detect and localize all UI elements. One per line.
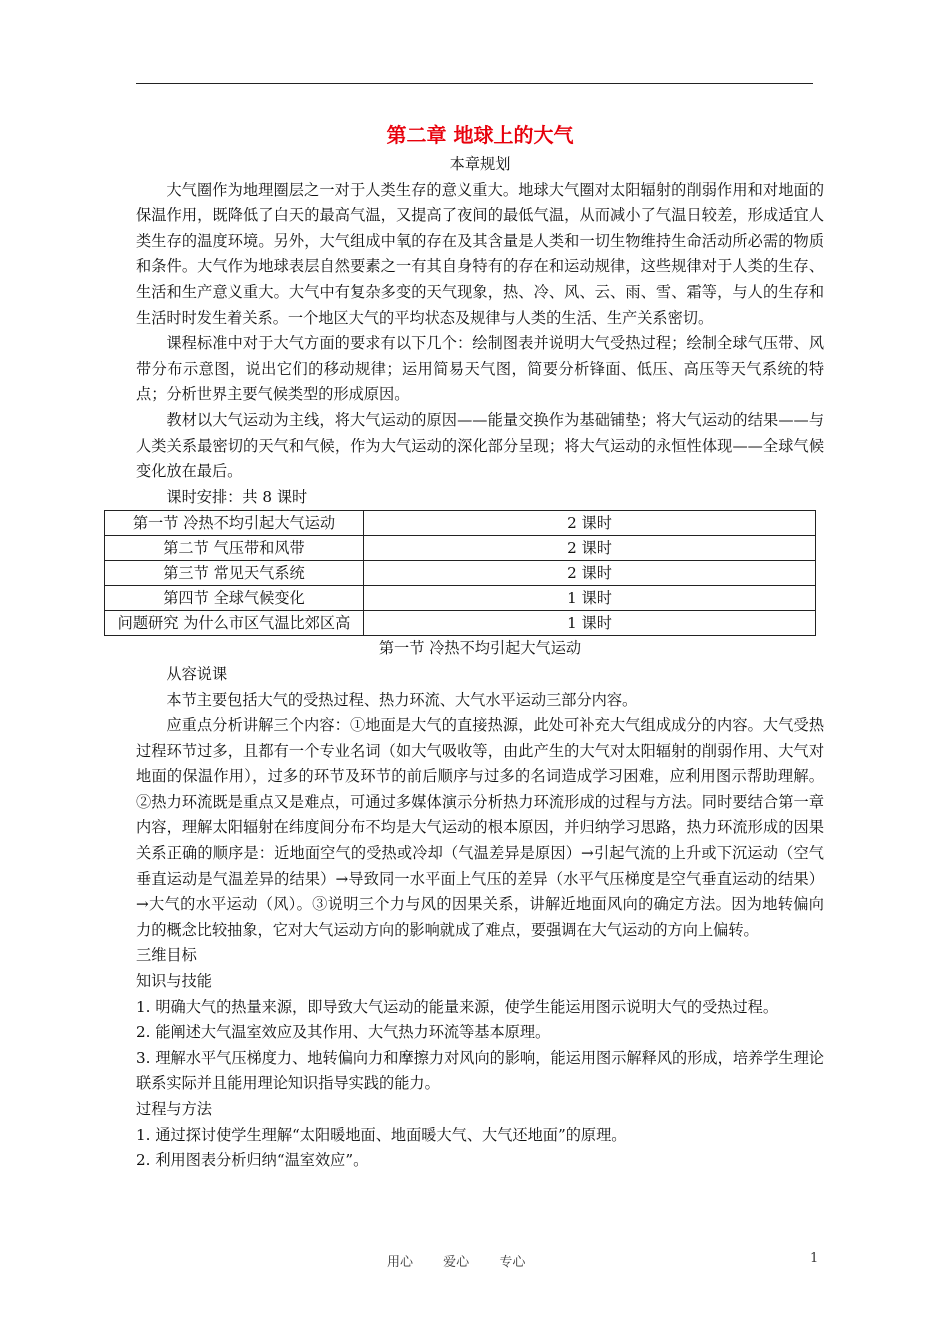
- process-heading: 过程与方法: [136, 1100, 212, 1118]
- objectives-heading: 三维目标: [136, 946, 197, 965]
- page-content: [117, 118, 824, 1174]
- schedule-section-cell: 第二节 气压带和风带: [105, 536, 364, 561]
- footer-motto-word: 爱心: [443, 1255, 470, 1270]
- schedule-hours-cell: 2 课时: [364, 536, 816, 561]
- footer-motto-word: 用心: [387, 1255, 414, 1270]
- schedule-hours-cell: 1 课时: [364, 611, 816, 636]
- section-title: 第一节 冷热不均引起大气运动: [378, 639, 582, 658]
- schedule-table: [104, 510, 816, 636]
- schedule-section-cell: 问题研究 为什么市区气温比郊区高: [105, 611, 364, 636]
- table-row: [105, 511, 816, 536]
- table-row: [105, 561, 816, 586]
- chapter-plan-heading: 本章规划: [449, 155, 511, 173]
- knowledge-item: 1. 明确大气的热量来源，即导致大气运动的能量来源，使学生能运用图示说明大气的受热过程。: [136, 997, 779, 1016]
- lesson-paragraph: 本节主要包括大气的受热过程、热力环流、大气水平运动三部分内容。: [166, 690, 638, 709]
- header-rule: [136, 83, 813, 84]
- knowledge-heading: 知识与技能: [136, 972, 212, 991]
- knowledge-item: 2. 能阐述大气温室效应及其作用、大气热力环流等基本原理。: [136, 1023, 551, 1042]
- footer-motto-word: 专心: [499, 1255, 526, 1270]
- table-row: [105, 536, 816, 561]
- intro-paragraph: 教材以大气运动为主线，将大气运动的原因——能量交换作为基础铺垫；将大气运动的结果——与人类关系最密切的天气和气候，作为大气运动的深化部分呈现；将大气运动的永恒性体现——全球气候变化放在最后。: [136, 410, 824, 481]
- schedule-section-cell: 第一节 冷热不均引起大气运动: [105, 511, 364, 536]
- table-row: [105, 611, 816, 636]
- chapter-title: 第二章 地球上的大气: [386, 123, 574, 147]
- schedule-hours-cell: 2 课时: [364, 511, 816, 536]
- process-item: 2. 利用图表分析归纳“温室效应”。: [136, 1151, 369, 1170]
- page-number: 1: [810, 1251, 819, 1266]
- schedule-hours-cell: 1 课时: [364, 586, 816, 611]
- schedule-label: 课时安排：共 8 课时: [166, 487, 308, 506]
- intro-paragraph: 大气圈作为地理圈层之一对于人类生存的意义重大。地球大气圈对太阳辐射的削弱作用和对地面的保温作用，既降低了白天的最高气温，又提高了夜间的最低气温，从而减小了气温日较差，形成适宜人类生存的温度环境。另外，大气组成中氧的存在及其含量是人类和一切生物维持生命活动所必需的物质和条件。大气作为地球表层自然要素之一有其自身特有的存在和运动规律，这些规律对于人类的生存、生活和生产意义重大。大气中有复杂多变的天气现象，热、冷、风、云、雨、雪、霜等，与人的生存和生活时时发生着关系。一个地区大气的平均状态及规律与人类的生活、生产关系密切。: [136, 180, 824, 327]
- lesson-heading: 从容说课: [166, 664, 228, 683]
- intro-paragraph: 课程标准中对于大气方面的要求有以下几个：绘制图表并说明大气受热过程；绘制全球气压带、风带分布示意图，说出它们的移动规律；运用简易天气图，简要分析锋面、低压、高压等天气系统的特点；分析世界主要气候类型的形成原因。: [136, 334, 824, 404]
- schedule-hours-cell: 2 课时: [364, 561, 816, 586]
- footer-motto: [387, 1251, 551, 1270]
- knowledge-item: 3. 理解水平气压梯度力、地转偏向力和摩擦力对风向的影响，能运用图示解释风的形成，培养学生理论联系实际并且能用理论知识指导实践的能力。: [136, 1048, 824, 1093]
- lesson-paragraph: 应重点分析讲解三个内容：①地面是大气的直接热源，此处可补充大气组成成分的内容。大气受热过程环节过多，且都有一个专业名词（如大气吸收等，由此产生的大气对太阳辐射的削弱作用、大气对地面的保温作用），过多的环节及环节的前后顺序与过多的名词造成学习困难，应利用图示帮助理解。②热力环流既是重点又是难点，可通过多媒体演示分析热力环流形成的过程与方法。同时要结合第一章内容，理解太阳辐射在纬度间分布不均是大气运动的根本原因，并归纳学习思路，热力环流形成的因果关系正确的顺序是：近地面空气的受热或冷却（气温差异是原因）→引起气流的上升或下沉运动（空气垂直运动是气温差异的结果）→导致同一水平面上气压的差异（水平气压梯度是空气垂直运动的结果）→大气的水平运动（风）。③说明三个力与风的因果关系，讲解近地面风向的确定方法。因为地转偏向力的概念比较抽象，它对大气运动方向的影响就成了难点，要强调在大气运动的方向上偏转。: [136, 716, 824, 939]
- process-item: 1. 通过探讨使学生理解“太阳暖地面、地面暖大气、大气还地面”的原理。: [136, 1125, 627, 1144]
- schedule-section-cell: 第四节 全球气候变化: [105, 586, 364, 611]
- table-row: [105, 586, 816, 611]
- schedule-section-cell: 第三节 常见天气系统: [105, 561, 364, 586]
